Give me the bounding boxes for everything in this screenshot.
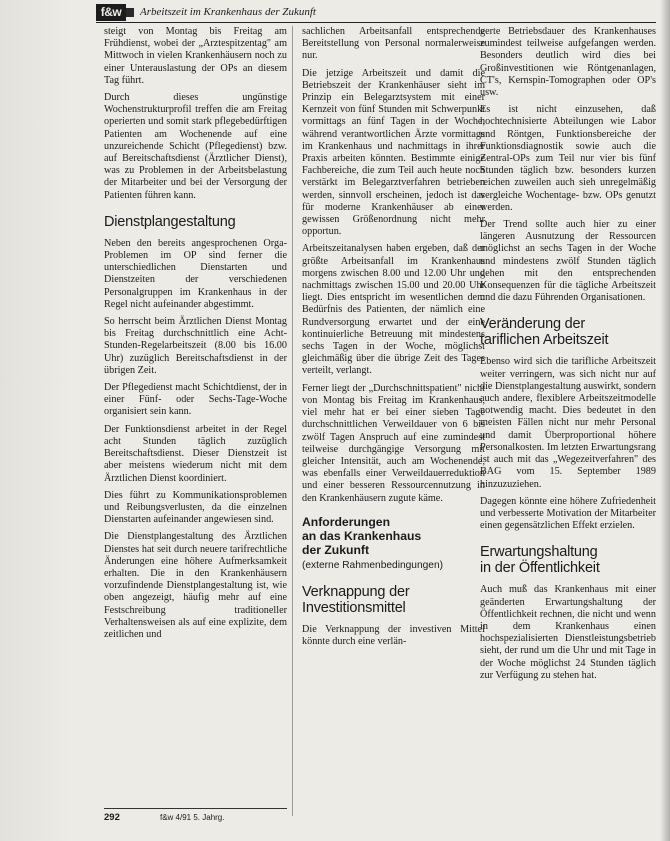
text-column-1	[104, 26, 287, 816]
page-number: 292	[104, 812, 120, 823]
heading-line: der Zukunft	[302, 542, 370, 557]
page-margin	[0, 0, 70, 841]
paragraph: Dies führt zu Kommunikationsproblemen und Reibungsverlusten, da die einzelnen Dienstarten aufeinander angewiesen sind.	[104, 489, 287, 526]
section-heading-dienstplangestaltung: Dienstplangestaltung	[104, 213, 236, 230]
heading-line: Verknappung der	[302, 583, 410, 600]
running-header	[96, 4, 656, 24]
paragraph: Die Dienstplangestaltung des Ärztlichen Dienstes hat seit durch neuere tarifrechtliche Änderungen eine höhere Aufmerksamkeit erhalten. Die in den Krankenhäusern vorzufindende Dienstplangestaltung ist, wie oben angezeigt, häufig mehr auf eine Festschreibung traditioneller Verhaltensweisen als auf eine explizite, dem zeitlichen und	[104, 531, 287, 640]
heading-line: in der Öffentlichkeit	[480, 560, 600, 577]
paragraph: Neben den bereits angesprochenen Orga-Problemen im OP sind ferner die unterschiedlichen Dienstarten und Dienstzeiten der verschiedenen Personalgruppen im Krankenhaus in der Regel nicht aufeinander abgestimmt.	[104, 237, 287, 310]
running-title: Arbeitszeit im Krankenhaus der Zukunft	[140, 6, 316, 18]
heading-line: Anforderungen	[302, 514, 391, 529]
paragraph: Der Pflegedienst macht Schichtdienst, der in einer Fünf- oder Sechs-Tage-Woche organisiert sein kann.	[104, 382, 287, 418]
paragraph: Die jetzige Arbeitszeit und damit die Betriebszeit der Krankenhäuser sieht im Prinzip ein Belegarztsystem mit einer Kernzeit von fünf Stunden mit Schwerpunkt vormittags an fünf Tagen in der Woche, während verantwortlichen Ärzte vormittags im Krankenhaus und nachmittags in ihrer Praxis arbeiten könnten. Bestimmte einige Fachbereiche, die zum Teil auch heute noch verstärkt im Belegarztverfahren betrieben werden, sinnvoll erscheinen, jedoch ist das für moderne Krankenhäuser ab einer gewissen Größenordnung nicht mehr opportun.	[302, 67, 485, 238]
paragraph: steigt von Montag bis Freitag am Frühdienst, wobei der „Arztespitzentag" am Mittwoch in vielen Krankenhäusern noch zu einer Unterauslastung der OPs an diesem Tag führt.	[104, 26, 287, 86]
paragraph: Die Verknappung der investiven Mittel könnte durch eine verlän-	[302, 623, 485, 648]
footer-rule	[104, 808, 287, 809]
paragraph: gerte Betriebsdauer des Krankenhauses zumindest teilweise aufgefangen werden. Besonders deutlich wird dies bei Großinvestitionen wie Röntgenanlagen, CT's, Kernspin-Tomographen oder OP's usw.	[480, 26, 656, 99]
journal-logo: f&w	[96, 4, 126, 21]
section-heading-tarifliche-arbeitszeit	[480, 316, 656, 348]
paragraph: sachlichen Arbeitsanfall entsprechende Bereitstellung von Personal normalerweise nur.	[302, 26, 485, 62]
heading-line: Investitionsmittel	[302, 599, 406, 616]
paragraph: Durch dieses ungünstige Wochenstrukturprofil treffen die am Freitag operierten und somit stark pflegebedürftigen Patienten am Wochenende auf eine unzureichende Schicht (Pflegedienst) bzw. auf Bereitschaftsdienst (Ärztlicher Dienst), was zu Problemen in der Arbeitsbelastung der Mitarbeiter und bei der Versorgung der Patienten führen kann.	[104, 92, 287, 201]
section-heading-anforderungen	[302, 515, 485, 557]
column-divider	[292, 26, 293, 816]
section-heading-verknappung	[302, 584, 485, 616]
paragraph: Der Funktionsdienst arbeitet in der Regel acht Stunden täglich zuzüglich Bereitschaftsdienst. Dieser Dienstzeit ist aber meistens wiederum nicht mit dem Ärztlichen Dienst koordiniert.	[104, 423, 287, 484]
paragraph: So herrscht beim Ärztlichen Dienst Montag bis Freitag durchschnittlich eine Acht-Stunden-Regelarbeitszeit (8.00 bis 16.00 Uhr) zuzüglich Bereitschaftsdienst in der übrigen Zeit.	[104, 316, 287, 376]
page-edge-shadow	[660, 0, 670, 841]
paragraph: Ebenso wird sich die tarifliche Arbeitszeit weiter verringern, was sich nicht nur auf die Dienstplangestaltung auswirkt, sondern auch andere, flexiblere Arbeitszeitmodelle notwendig macht. Dies bedeutet in den meisten Fällen nicht nur mehr Personal und damit Überproportional höhere Personalkosten. Im letzten Erwartungsrang ist auch mit das „Wegezeitverfahren" des BAG vom 15. September 1989 hinzuzuziehen.	[480, 356, 656, 490]
header-rule	[96, 22, 656, 23]
text-column-2	[302, 26, 485, 816]
paragraph: Arbeitszeitanalysen haben ergeben, daß der größte Arbeitsanfall im Krankenhaus morgens zwischen 8.00 und 12.00 Uhr und nachmittags zwischen 15.00 und 20.00 Uhr liegt. Dies entspricht im wesentlichen dem Bedürfnis des Patienten, der nämlich eine Rundversorgung erwartet und der eine kontinuierliche Betreuung mit mindestens sechs Tagen in der Woche, möglichst gleichmäßig über die übrige Zeit des Tages verteilt, verlangt.	[302, 243, 485, 377]
paragraph: Der Trend sollte auch hier zu einer längeren Ausnutzung der Ressourcen möglichst an sechs Tagen in der Woche und mindestens zwölf Stunden täglich gehen mit den entsprechenden Konsequenzen für die tägliche Arbeitszeit und die dazu Führenden Organisationen.	[480, 219, 656, 304]
heading-line: tariflichen Arbeitszeit	[480, 332, 609, 349]
heading-line: Erwartungshaltung	[480, 544, 598, 561]
section-heading-erwartungshaltung	[480, 544, 656, 576]
journal-citation: f&w 4/91 5. Jahrg.	[160, 813, 225, 822]
heading-line: an das Krankenhaus	[302, 528, 422, 543]
paragraph: Dagegen könnte eine höhere Zufriedenheit und verbesserte Motivation der Mitarbeiter einen gegensätzlichen Effekt erzielen.	[480, 495, 656, 532]
text-column-3	[480, 26, 656, 786]
logo-bar	[126, 8, 134, 17]
paragraph: Auch muß das Krankenhaus mit einer geänderten Erwartungshaltung der Öffentlichkeit rechnen, die nicht und wenn in dem Krankenhaus einen hochspezialisierten Dienstleistungsbetrieb sieht, der rund um die Uhr und mit Tage in der Woche möglichst 24 Stunden täglich zur Verfügung zu stehen hat.	[480, 584, 656, 681]
paragraph: Ferner liegt der „Durchschnittspatient" nicht von Montag bis Freitag im Krankenhaus, viel mehr hat er bei einer sieben Tage durchschnittlichen Verweildauer von 6 bis zwölf Tagen Anspruch auf eine zumindest teilweise durchgängige Versorgung mit gleicher Intensität, auch am Wochenende, was ebenfalls einer Verweildauerreduktion und einer besseren Ressourcennutzung in den Krankenhäusern zugute käme.	[302, 382, 485, 504]
paragraph: Es ist nicht einzusehen, daß hochtechnisierte Abteilungen wie Labor und Röntgen, Funktionsbereiche der Funktionsdiagnostik sowie auch die Zentral-OPs zum Teil nur vier bis fünf Stunden täglich bzw. besonders kurzen reichen zuweilen auch sieh unregelmäßig vergleiche Wochentage- bzw. OPs genutzt werden.	[480, 104, 656, 213]
section-subheading: (externe Rahmenbedingungen)	[302, 559, 444, 571]
heading-line: Veränderung der	[480, 316, 586, 333]
